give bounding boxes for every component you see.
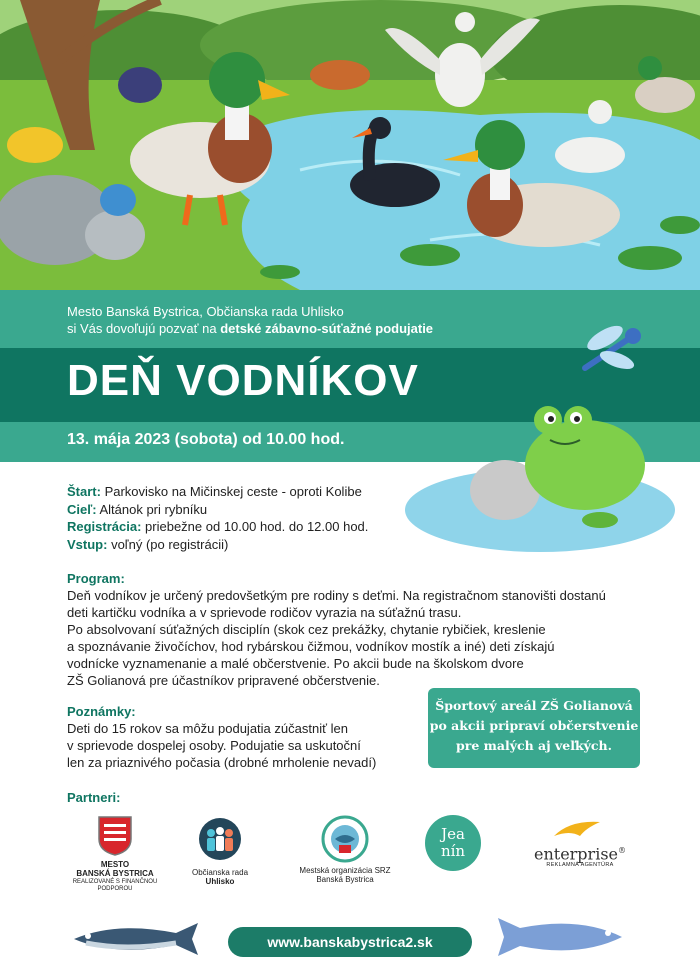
program-heading: Program: [67, 571, 125, 586]
fish-left-icon [66, 917, 206, 961]
fish-right-icon [490, 912, 630, 962]
program-line: vodnícke vyznamenanie a malé občerstvenie. Po akcii bude na školskom dvore [67, 656, 524, 671]
notes-line: v sprievode dospelej osoby. Podujatie sa uskutoční [67, 738, 361, 753]
blue-bird [100, 184, 136, 216]
event-date: 13. mája 2023 (sobota) od 10.00 hod. [67, 431, 345, 448]
mandarin-duck-2 [310, 60, 370, 90]
event-info [67, 483, 368, 553]
partner-srz-logo: Mestská organizácia SRZ Banská Bystrica [290, 815, 400, 885]
notes-heading: Poznámky: [67, 704, 136, 719]
people-group-icon [198, 817, 242, 861]
dragonfly-icon [575, 318, 645, 378]
info-registration: Registrácia: priebežne od 10.00 hod. do 12.00 hod. [67, 519, 369, 534]
mandarin-duck [118, 67, 162, 103]
program-line: Po absolvovaní súťažných disciplín (skok cez prekážky, chytanie rybičiek, kreslenie [67, 622, 546, 637]
partner-mesto-logo: MESTO BANSKÁ BYSTRICA REALIZOVANÉ S FINANČNOU PODPOROU [60, 815, 170, 893]
yellow-bird [7, 127, 63, 163]
program-line: deti kartičku vodníka a v sprievode rodičov vyrazia na súťažnú trasu. [67, 605, 462, 620]
notes-line: len za priaznivého počasia (drobné mrholenie nevadí) [67, 755, 377, 770]
duck-top-right [635, 77, 695, 113]
partner-rada-logo: Občianska rada Uhlisko [175, 817, 265, 887]
program-line: a spoznávanie živočíchov, hod rybárskou čižmou, vodníkov mostík a iné) deti získajú [67, 639, 555, 654]
lily-pad [400, 244, 460, 266]
hero-illustration [0, 0, 700, 290]
wing-logo-icon [550, 818, 610, 840]
fishing-union-emblem-icon [321, 815, 369, 863]
notes-line: Deti do 15 rokov sa môžu podujatia zúčastniť len [67, 721, 348, 736]
partner-jeanin-logo: Jea nín [425, 815, 485, 871]
event-title: DEŇ VODNÍKOV [67, 356, 419, 405]
info-start: Štart: Parkovisko na Mičinskej ceste - oproti Kolibe [67, 484, 362, 499]
info-entry: Vstup: voľný (po registrácii) [67, 536, 229, 552]
refreshment-callout: Športový areál ZŠ Golianová po akcii pripraví občerstvenie pre malých aj veľkých. [428, 688, 640, 768]
organizers-line: Mesto Banská Bystrica, Občianska rada Uhlisko [67, 304, 344, 319]
program-section [67, 570, 606, 689]
coat-of-arms-icon [97, 815, 133, 857]
event-type: detské zábavno-súťažné podujatie [220, 321, 434, 336]
program-line: ZŠ Golianová pre účastníkov pripravené občerstvenie. [67, 673, 380, 688]
program-line: Deň vodníkov je určený predovšetkým pre rodiny s deťmi. Na registračnom stanovišti dostanú [67, 588, 606, 603]
pond-scene [0, 0, 700, 290]
notes-section [67, 703, 376, 771]
invitation-line: si Vás dovoľujú pozvať na detské zábavno-súťažné podujatie [67, 321, 434, 336]
frog-illustration [400, 400, 680, 560]
info-goal: Cieľ: Altánok pri rybníku [67, 501, 208, 517]
website-link[interactable]: www.banskabystrica2.sk [228, 927, 472, 957]
partners-heading: Partneri: [67, 790, 121, 805]
partner-enterprise-logo: enterprise® REKLAMNÁ AGENTÚRA [520, 818, 640, 869]
white-duck [555, 137, 625, 173]
